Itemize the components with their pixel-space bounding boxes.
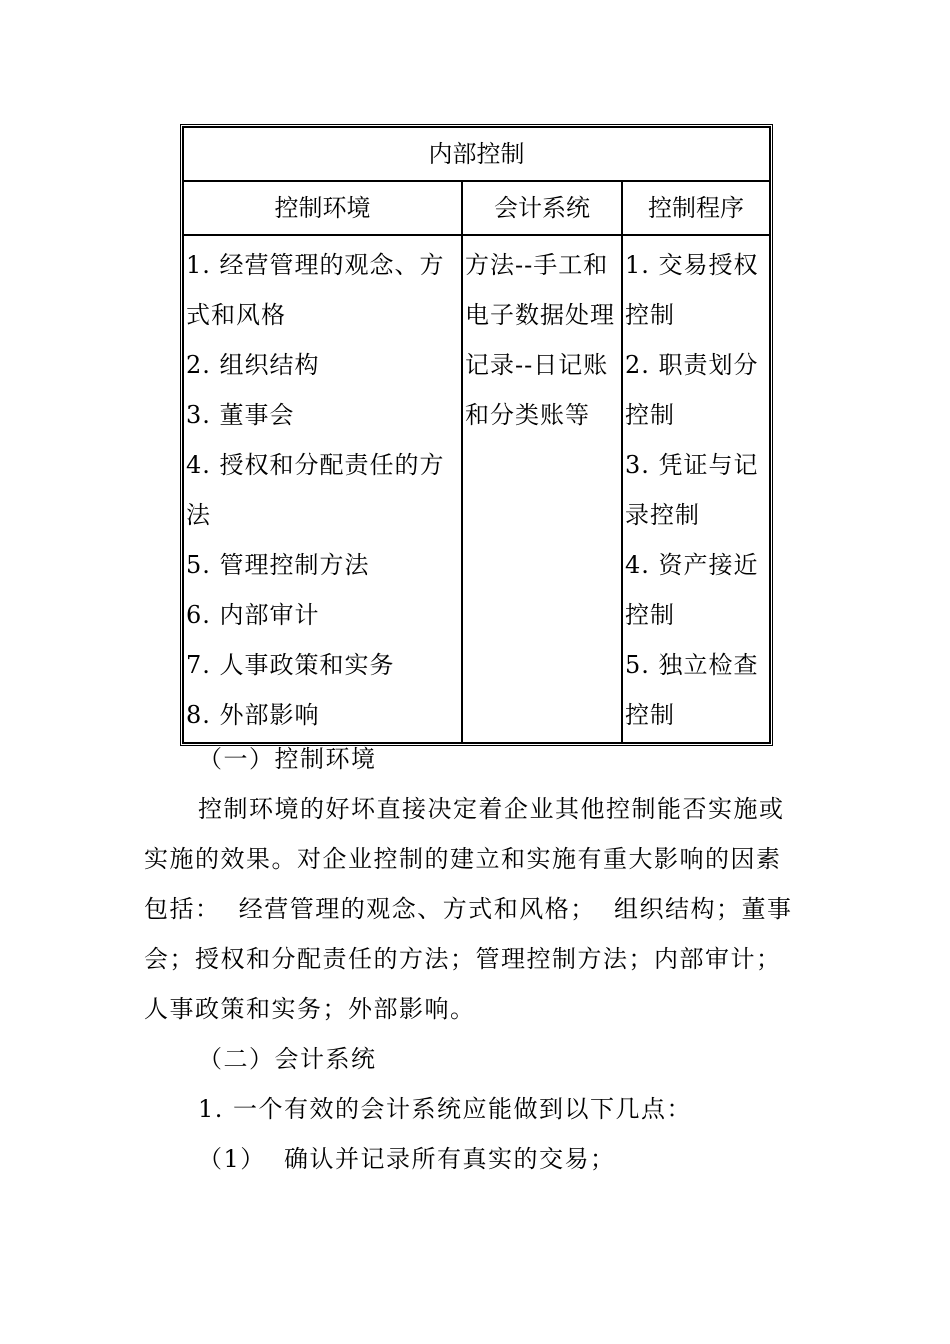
list-item: 1. 经营管理的观念、方 — [186, 251, 445, 279]
header-control-environment: 控制环境 — [183, 181, 462, 235]
section-heading-accounting-system: （二）会计系统 — [198, 1045, 377, 1073]
list-item: 6. 内部审计 — [186, 601, 320, 629]
list-item: 3. 凭证与记 — [625, 451, 759, 479]
list-item: 5. 管理控制方法 — [186, 551, 370, 579]
header-control-procedures: 控制程序 — [622, 181, 770, 235]
internal-control-table — [180, 124, 773, 746]
paragraph-line: 实施的效果。对企业控制的建立和实施有重大影响的因素 — [144, 845, 782, 873]
accounting-system-cell — [462, 235, 622, 743]
list-item: 8. 外部影响 — [186, 701, 320, 729]
list-item: 电子数据处理 — [465, 301, 615, 329]
list-item: 法 — [186, 501, 211, 529]
list-item: 控制 — [625, 701, 675, 729]
paragraph-line: 会；授权和分配责任的方法；管理控制方法；内部审计； — [144, 945, 782, 973]
list-item: 方法--手工和 — [465, 251, 609, 279]
body-text — [144, 734, 808, 1184]
control-environment-cell — [183, 235, 462, 743]
table-title: 内部控制 — [183, 127, 770, 181]
paragraph-line: 包括： 经营管理的观念、方式和风格； 组织结构；董事 — [144, 895, 793, 923]
list-item: 2. 职责划分 — [625, 351, 759, 379]
paragraph-line: 控制环境的好坏直接决定着企业其他控制能否实施或 — [198, 795, 785, 823]
paragraph-line: 人事政策和实务；外部影响。 — [144, 995, 476, 1023]
list-item: （1） 确认并记录所有真实的交易； — [198, 1145, 616, 1173]
list-item: 1. 交易授权 — [625, 251, 759, 279]
list-item: 1. 一个有效的会计系统应能做到以下几点： — [198, 1095, 693, 1123]
list-item: 式和风格 — [186, 301, 286, 329]
list-item: 和分类账等 — [465, 401, 590, 429]
list-item: 4. 资产接近 — [625, 551, 759, 579]
list-item: 3. 董事会 — [186, 401, 295, 429]
section-heading-control-environment: （一）控制环境 — [198, 745, 377, 773]
list-item: 控制 — [625, 601, 675, 629]
list-item: 录控制 — [625, 501, 700, 529]
list-item: 5. 独立检查 — [625, 651, 759, 679]
list-item: 控制 — [625, 401, 675, 429]
list-item: 2. 组织结构 — [186, 351, 320, 379]
list-item: 控制 — [625, 301, 675, 329]
list-item: 7. 人事政策和实务 — [186, 651, 395, 679]
list-item: 记录--日记账 — [465, 351, 609, 379]
header-accounting-system: 会计系统 — [462, 181, 622, 235]
control-procedures-cell — [622, 235, 770, 743]
list-item: 4. 授权和分配责任的方 — [186, 451, 445, 479]
